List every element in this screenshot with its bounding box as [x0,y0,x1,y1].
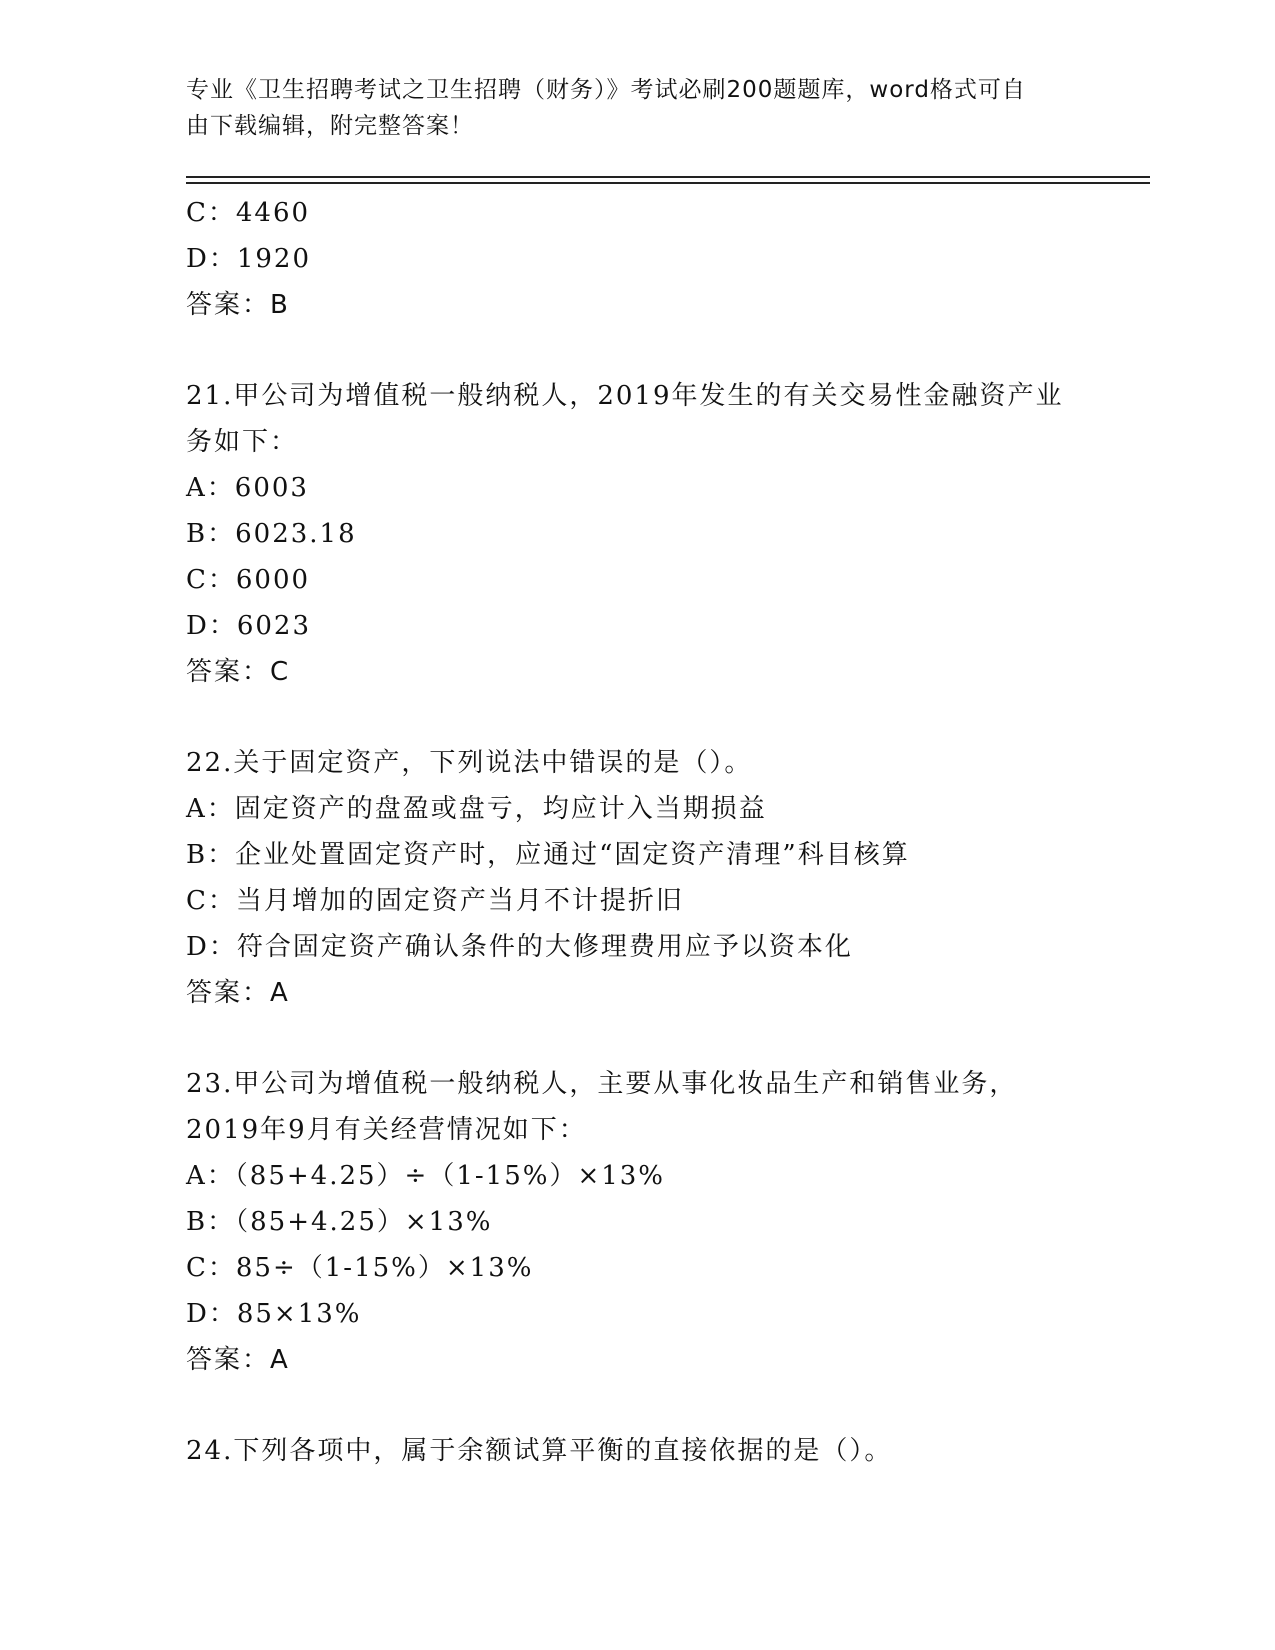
answer-line: 答案：A [186,978,290,1008]
option-d: D：6023 [186,611,312,641]
option-b: B：（85+4.25）×13% [186,1207,493,1237]
question-24 [186,1428,1150,1474]
spacer [186,695,1150,740]
option-b: B：6023.18 [186,519,357,549]
option-a: A：（85+4.25）÷（1-15%）×13% [186,1161,666,1191]
header-line-1: 专业《卫生招聘考试之卫生招聘（财务）》考试必刷200题题库，word格式可自 [186,77,1026,103]
answer-line: 答案：A [186,1345,290,1375]
option-c: C：6000 [186,565,311,595]
option-d: D：1920 [186,244,312,274]
option-a: A：6003 [186,473,309,503]
question-stem: 22.关于固定资产，下列说法中错误的是（）。 [186,748,753,778]
option-b: B：企业处置固定资产时，应通过“固定资产清理”科目核算 [186,840,910,870]
question-stem: 24.下列各项中，属于余额试算平衡的直接依据的是（）。 [186,1436,893,1466]
header-rule-bottom [186,182,1150,184]
question-20-tail [186,190,1150,328]
spacer [186,1016,1150,1061]
question-stem: 23.甲公司为增值税一般纳税人，主要从事化妆品生产和销售业务， [186,1069,1018,1099]
header-rule-top [186,176,1150,178]
question-stem-continued: 务如下： [186,427,299,457]
option-d: D：85×13% [186,1299,362,1329]
question-22 [186,740,1150,1016]
option-c: C：4460 [186,198,311,228]
header-line-2: 由下载编辑，附完整答案！ [186,113,474,139]
question-23 [186,1061,1150,1383]
question-21 [186,373,1150,695]
spacer [186,1383,1150,1428]
question-stem-continued: 2019年9月有关经营情况如下： [186,1115,587,1145]
answer-line: 答案：B [186,290,290,320]
option-d: D：符合固定资产确认条件的大修理费用应予以资本化 [186,932,853,962]
document-header [186,72,1086,144]
option-c: C：85÷（1-15%）×13% [186,1253,534,1283]
question-stem: 21.甲公司为增值税一般纳税人，2019年发生的有关交易性金融资产业 [186,381,1064,411]
question-list [186,190,1150,1474]
option-c: C：当月增加的固定资产当月不计提折旧 [186,886,684,916]
spacer [186,328,1150,373]
option-a: A：固定资产的盘盈或盘亏，均应计入当期损益 [186,794,767,824]
answer-line: 答案：C [186,657,291,687]
